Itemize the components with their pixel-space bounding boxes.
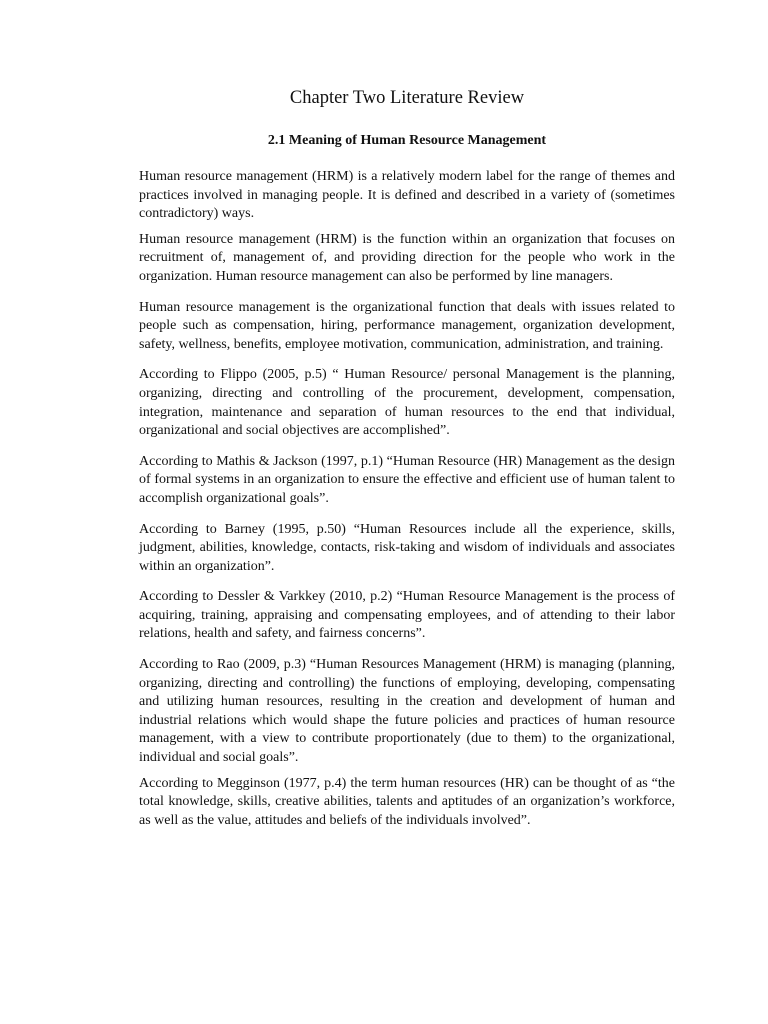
paragraph-dessler-varkkey-definition: According to Dessler & Varkkey (2010, p.2) “Human Resource Management is the process of acquiring, training, appraising and compensating employees, and of attending to their labor relations, health and safety, and fairness concerns”. xyxy=(139,589,675,642)
section-heading: 2.1 Meaning of Human Resource Management xyxy=(267,133,547,148)
paragraph-barney-definition: According to Barney (1995, p.50) “Human Resources include all the experience, skills, judgment, abilities, knowledge, contacts, risk-taking and wisdom of individuals and associates within an organization”. xyxy=(139,521,675,574)
paragraph-rao-definition: According to Rao (2009, p.3) “Human Resources Management (HRM) is managing (planning, organizing, directing and controlling) the functions of employing, developing, compensating and utilizing human resources, resulting in the creation and development of human and industrial relations which would shape the future policies and practices of human resource management, with a view to contribute proportionately (due to them) to the organizational, individual and social goals”. xyxy=(139,657,675,766)
chapter-title: Chapter Two Literature Review xyxy=(289,88,525,108)
paragraph-mathis-jackson-definition: According to Mathis & Jackson (1997, p.1) “Human Resource (HR) Management as the design of formal systems in an organization to ensure the effective and efficient use of human talent to accomplish organizational goals”. xyxy=(139,453,675,506)
paragraph-hrm-organizational-function: Human resource management is the organizational function that deals with issues related to people such as compensation, hiring, performance management, organization development, safety, wellness, benefits, employee motivation, communication, administration, and training. xyxy=(139,299,675,352)
paragraph-hrm-function: Human resource management (HRM) is the function within an organization that focuses on recruitment of, management of, and providing direction for the people who work in the organization. Human resource management can also be performed by line managers. xyxy=(139,231,675,284)
paragraph-hrm-label: Human resource management (HRM) is a relatively modern label for the range of themes and practices involved in managing people. It is defined and described in a variety of (sometimes contradictory) ways. xyxy=(139,169,675,222)
paragraph-megginson-definition: According to Megginson (1977, p.4) the term human resources (HR) can be thought of as “the total knowledge, skills, creative abilities, talents and aptitudes of an organization’s workforce, as well as the value, attitudes and beliefs of the individuals involved”. xyxy=(139,775,675,828)
paragraph-flippo-definition: According to Flippo (2005, p.5) “ Human Resource/ personal Management is the planning, organizing, directing and controlling of the procurement, development, compensation, integration, maintenance and separation of human resources to the end that individual, organizational and social objectives are accomplished”. xyxy=(139,367,675,439)
document-page xyxy=(139,86,675,837)
